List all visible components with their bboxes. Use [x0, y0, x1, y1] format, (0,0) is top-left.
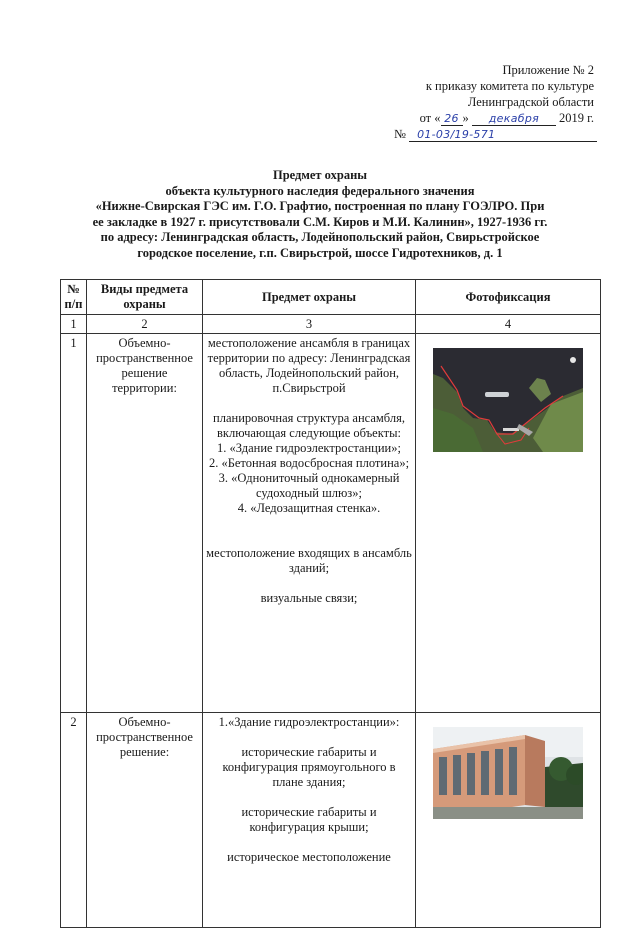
row-type: Объемно-пространственное решение: — [87, 713, 203, 928]
handwritten-day: 26 — [441, 112, 463, 126]
table-row — [61, 334, 601, 713]
row-number: 1 — [61, 334, 87, 713]
row-photo-cell — [416, 334, 601, 713]
header-subject: Предмет охраны — [203, 280, 416, 315]
order-number-line: № 01-03/19-571 — [380, 126, 594, 142]
header-type: Виды предмета охраны — [87, 280, 203, 315]
header-photo: Фотофиксация — [416, 280, 601, 315]
appendix-line: к приказу комитета по культуре — [425, 79, 594, 93]
building-facade-photo — [433, 727, 583, 819]
row-subject: 1.«Здание гидроэлектростанции»: исторические габариты и конфигурация прямоугольного в плане здания; исторические габариты и конфигурация крыши; историческое местоположение — [203, 713, 416, 928]
appendix-block — [380, 62, 594, 142]
row-photo-cell — [416, 713, 601, 928]
protection-subject-table — [60, 279, 601, 928]
row-subject: местоположение ансамбля в границах территории по адресу: Ленинградская область, Лодейнопольский район, п.Свирьстрой планировочная структура ансамбля, включающая следующие объекты: 1. «Здание гидроэлектростанции»; 2. «Бетонная водосбросная плотина»; 3. «Однониточный однокамерный судоходный шлюз»; 4. «Ледозащитная стенка». местоположение входящих в ансамбль зданий; визуальные связи; — [203, 334, 416, 713]
table-row — [61, 713, 601, 928]
table-header-row — [61, 280, 601, 315]
order-date-line: от « 26 » декабря 2019 г. — [419, 111, 594, 125]
document-title: Предмет охраны объекта культурного наследия федерального значения «Нижне-Свирская ГЭС им. Г.О. Графтио, построенная по плану ГОЭЛРО. При ее закладке в 1927 г. присутствовали С.М. Киров и М.И. Калинин», 1927-1936 гг. по адресу: Ленинградская область, Лодейнопольский район, Свирьстройское городское поселение, г.п. Свирьстрой, шоссе Гидротехников, д. 1 — [92, 168, 548, 260]
column-number-row: 1 2 3 4 — [61, 315, 601, 334]
header-number: № п/п — [61, 280, 87, 315]
handwritten-number: 01-03/19-571 — [409, 128, 597, 142]
handwritten-month: декабря — [472, 112, 556, 126]
appendix-line: Приложение № 2 — [502, 63, 594, 77]
row-number: 2 — [61, 713, 87, 928]
appendix-line: Ленинградской области — [467, 95, 594, 109]
aerial-map-photo — [433, 348, 583, 452]
row-type: Объемно-пространственное решение территории: — [87, 334, 203, 713]
